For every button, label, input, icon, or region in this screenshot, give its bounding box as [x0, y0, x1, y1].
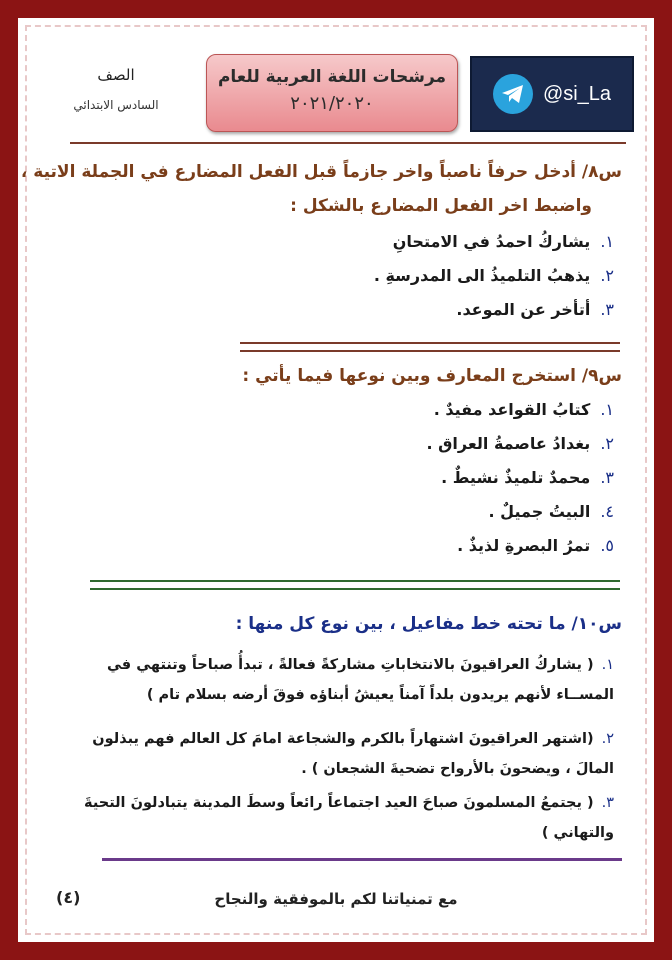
q8-title-line1: س٨/ أدخل حرفاً ناصباً واخر جازماً قبل الفعل المضارع في الجملة الاتية ، [20, 162, 622, 182]
list-item: ٣.محمدٌ تلميذٌ نشيطٌ . [441, 468, 614, 487]
q10-item-2: ٢.(اشتهر العراقيونَ اشتهاراً بالكرم والشجاعة امامَ كل العالم فهم يبذلون المالَ ، ويضحونَ بالأرواح تضحيةَ الشجعان ) . [92, 731, 614, 777]
list-item: ١.كتابُ القواعد مفيدٌ . [433, 400, 614, 419]
q8-title-line2: واضبط اخر الفعل المضارع بالشكل : [290, 196, 592, 216]
academic-year: ٢٠٢١/٢٠٢٠ [290, 93, 374, 114]
list-item: ٢.يذهبُ التلميذُ الى المدرسةِ . [373, 266, 614, 285]
header-divider [70, 142, 626, 144]
q10-item-3: ٣.( يجتمعُ المسلمونَ صباحَ العيد اجتماعاً رائعاً وسطَ المدينة يتبادلونَ التحيةَ والتهاني ) [84, 795, 614, 841]
page-number: (٤) [56, 888, 81, 907]
footer-divider [102, 858, 622, 861]
list-item: ٤.البيتُ جميلٌ . [488, 502, 614, 521]
title-box [206, 54, 458, 132]
list-item: ٢.بغدادُ عاصمةُ العراق . [426, 434, 614, 453]
q10-item-1: ١.( يشاركُ العراقيونَ بالانتخاباتِ مشاركةً فعالةً ، تبدأُ صباحاً وتنتهي في المســاء لأنهم يريدون بلداً آمناً يعيشُ أبناؤه فوقَ أرضه بسلام تام ) [107, 657, 614, 703]
telegram-icon [493, 74, 533, 114]
page-title: مرشحات اللغة العربية للعام [217, 67, 447, 87]
list-item: ٣.أتأخر عن الموعد. [456, 300, 614, 319]
section-divider-1 [240, 342, 620, 352]
grade-value: السادس الابتدائي [73, 98, 159, 112]
list-item: ١.يشاركُ احمدُ في الامتحانِ [392, 232, 614, 251]
q9-list [426, 400, 614, 570]
channel-handle: @si_La [542, 82, 612, 105]
grade-info [56, 66, 176, 112]
grade-label: الصف [97, 66, 135, 84]
q8-list [374, 232, 614, 334]
list-item: ٥.تمرُ البصرةِ لذيذٌ . [457, 536, 614, 555]
telegram-badge[interactable] [470, 56, 634, 132]
q9-title: س٩/ استخرج المعارف وبين نوعها فيما يأتي : [242, 366, 622, 386]
footer-message: مع تمنياتنا لكم بالموفقية والنجاح [214, 890, 458, 908]
worksheet-page [20, 36, 636, 924]
q10-title: س١٠/ ما تحته خط مفاعيل ، بين نوع كل منها : [235, 614, 622, 634]
section-divider-2 [90, 580, 620, 590]
